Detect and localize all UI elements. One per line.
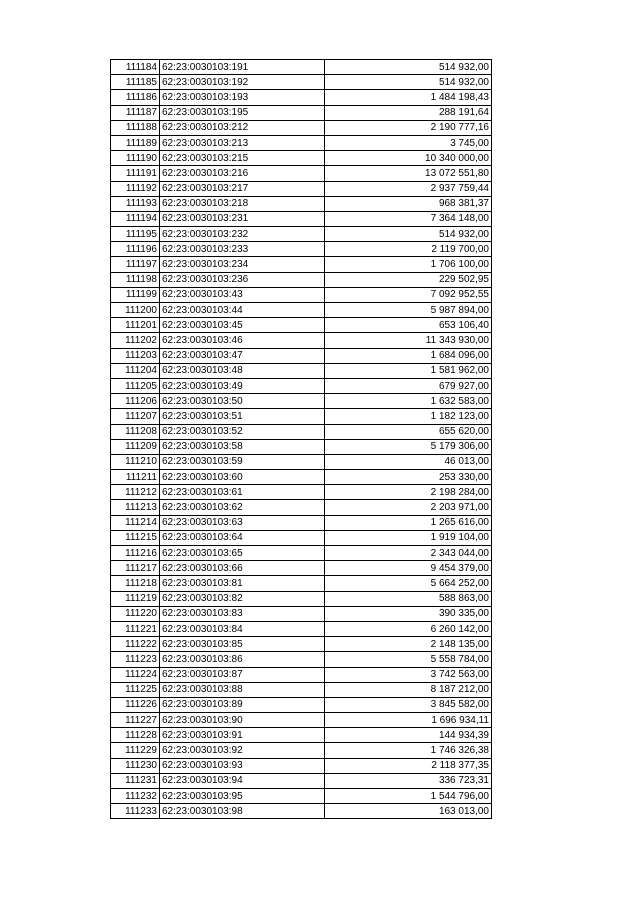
row-id-cell: 111202 bbox=[111, 333, 160, 348]
row-id-cell: 111233 bbox=[111, 804, 160, 819]
cadastral-number-cell: 62:23:0030103:64 bbox=[160, 530, 325, 545]
cadastral-value-cell: 288 191,64 bbox=[325, 105, 492, 120]
cadastral-number-cell: 62:23:0030103:82 bbox=[160, 591, 325, 606]
row-id-cell: 111187 bbox=[111, 105, 160, 120]
cadastral-value-cell: 2 198 284,00 bbox=[325, 485, 492, 500]
cadastral-value-cell: 390 335,00 bbox=[325, 606, 492, 621]
cadastral-number-cell: 62:23:0030103:92 bbox=[160, 743, 325, 758]
cadastral-value-cell: 5 558 784,00 bbox=[325, 652, 492, 667]
table-row bbox=[111, 242, 492, 257]
cadastral-number-cell: 62:23:0030103:195 bbox=[160, 105, 325, 120]
cadastral-number-cell: 62:23:0030103:85 bbox=[160, 637, 325, 652]
row-id-cell: 111221 bbox=[111, 621, 160, 636]
table-row bbox=[111, 348, 492, 363]
cadastral-number-cell: 62:23:0030103:234 bbox=[160, 257, 325, 272]
row-id-cell: 111213 bbox=[111, 500, 160, 515]
table-row bbox=[111, 439, 492, 454]
row-id-cell: 111193 bbox=[111, 196, 160, 211]
cadastral-value-cell: 1 684 096,00 bbox=[325, 348, 492, 363]
cadastral-number-cell: 62:23:0030103:236 bbox=[160, 272, 325, 287]
cadastral-value-cell: 5 664 252,00 bbox=[325, 576, 492, 591]
cadastral-value-cell: 1 706 100,00 bbox=[325, 257, 492, 272]
row-id-cell: 111211 bbox=[111, 470, 160, 485]
table-row bbox=[111, 90, 492, 105]
row-id-cell: 111216 bbox=[111, 546, 160, 561]
cadastral-value-cell: 2 203 971,00 bbox=[325, 500, 492, 515]
cadastral-number-cell: 62:23:0030103:216 bbox=[160, 166, 325, 181]
cadastral-value-cell: 2 190 777,16 bbox=[325, 120, 492, 135]
cadastral-number-cell: 62:23:0030103:93 bbox=[160, 758, 325, 773]
cadastral-value-cell: 7 092 952,55 bbox=[325, 287, 492, 302]
cadastral-number-cell: 62:23:0030103:58 bbox=[160, 439, 325, 454]
cadastral-value-cell: 514 932,00 bbox=[325, 60, 492, 75]
table-row bbox=[111, 166, 492, 181]
table-row bbox=[111, 652, 492, 667]
row-id-cell: 111217 bbox=[111, 561, 160, 576]
row-id-cell: 111191 bbox=[111, 166, 160, 181]
table-row bbox=[111, 363, 492, 378]
row-id-cell: 111230 bbox=[111, 758, 160, 773]
row-id-cell: 111225 bbox=[111, 682, 160, 697]
table-row bbox=[111, 713, 492, 728]
cadastral-value-cell: 679 927,00 bbox=[325, 378, 492, 393]
table-row bbox=[111, 257, 492, 272]
cadastral-number-cell: 62:23:0030103:60 bbox=[160, 470, 325, 485]
cadastral-number-cell: 62:23:0030103:45 bbox=[160, 318, 325, 333]
cadastral-number-cell: 62:23:0030103:193 bbox=[160, 90, 325, 105]
row-id-cell: 111200 bbox=[111, 303, 160, 318]
row-id-cell: 111194 bbox=[111, 211, 160, 226]
table-row bbox=[111, 318, 492, 333]
cadastral-number-cell: 62:23:0030103:62 bbox=[160, 500, 325, 515]
cadastral-number-cell: 62:23:0030103:217 bbox=[160, 181, 325, 196]
cadastral-number-cell: 62:23:0030103:43 bbox=[160, 287, 325, 302]
cadastral-value-cell: 655 620,00 bbox=[325, 424, 492, 439]
cadastral-number-cell: 62:23:0030103:66 bbox=[160, 561, 325, 576]
cadastral-value-cell: 11 343 930,00 bbox=[325, 333, 492, 348]
row-id-cell: 111201 bbox=[111, 318, 160, 333]
cadastral-number-cell: 62:23:0030103:47 bbox=[160, 348, 325, 363]
row-id-cell: 111209 bbox=[111, 439, 160, 454]
row-id-cell: 111210 bbox=[111, 454, 160, 469]
row-id-cell: 111207 bbox=[111, 409, 160, 424]
table-row bbox=[111, 287, 492, 302]
table-row bbox=[111, 303, 492, 318]
cadastral-number-cell: 62:23:0030103:65 bbox=[160, 546, 325, 561]
cadastral-value-cell: 3 845 582,00 bbox=[325, 697, 492, 712]
cadastral-value-cell: 13 072 551,80 bbox=[325, 166, 492, 181]
cadastral-value-cell: 1 182 123,00 bbox=[325, 409, 492, 424]
row-id-cell: 111232 bbox=[111, 789, 160, 804]
cadastral-value-cell: 2 937 759,44 bbox=[325, 181, 492, 196]
table-row bbox=[111, 454, 492, 469]
row-id-cell: 111231 bbox=[111, 773, 160, 788]
table-row bbox=[111, 682, 492, 697]
table-row bbox=[111, 576, 492, 591]
cadastral-value-cell: 3 742 563,00 bbox=[325, 667, 492, 682]
table-row bbox=[111, 105, 492, 120]
cadastral-number-cell: 62:23:0030103:213 bbox=[160, 135, 325, 150]
cadastral-value-cell: 1 265 616,00 bbox=[325, 515, 492, 530]
cadastral-number-cell: 62:23:0030103:91 bbox=[160, 728, 325, 743]
cadastral-value-cell: 253 330,00 bbox=[325, 470, 492, 485]
row-id-cell: 111222 bbox=[111, 637, 160, 652]
cadastral-number-cell: 62:23:0030103:48 bbox=[160, 363, 325, 378]
table-row bbox=[111, 196, 492, 211]
table-row bbox=[111, 485, 492, 500]
table-row bbox=[111, 789, 492, 804]
cadastral-value-cell: 46 013,00 bbox=[325, 454, 492, 469]
table-row bbox=[111, 394, 492, 409]
row-id-cell: 111229 bbox=[111, 743, 160, 758]
cadastral-value-cell: 2 148 135,00 bbox=[325, 637, 492, 652]
row-id-cell: 111214 bbox=[111, 515, 160, 530]
cadastral-number-cell: 62:23:0030103:59 bbox=[160, 454, 325, 469]
cadastral-value-cell: 1 632 583,00 bbox=[325, 394, 492, 409]
cadastral-number-cell: 62:23:0030103:212 bbox=[160, 120, 325, 135]
table-row bbox=[111, 409, 492, 424]
cadastral-number-cell: 62:23:0030103:61 bbox=[160, 485, 325, 500]
cadastral-value-cell: 1 544 796,00 bbox=[325, 789, 492, 804]
table-row bbox=[111, 804, 492, 819]
cadastral-value-cell: 3 745,00 bbox=[325, 135, 492, 150]
cadastral-number-cell: 62:23:0030103:86 bbox=[160, 652, 325, 667]
cadastral-number-cell: 62:23:0030103:46 bbox=[160, 333, 325, 348]
table-row bbox=[111, 333, 492, 348]
table-row bbox=[111, 120, 492, 135]
table-row bbox=[111, 637, 492, 652]
row-id-cell: 111186 bbox=[111, 90, 160, 105]
cadastral-number-cell: 62:23:0030103:95 bbox=[160, 789, 325, 804]
cadastral-number-cell: 62:23:0030103:49 bbox=[160, 378, 325, 393]
table-row bbox=[111, 697, 492, 712]
row-id-cell: 111199 bbox=[111, 287, 160, 302]
row-id-cell: 111189 bbox=[111, 135, 160, 150]
cadastral-number-cell: 62:23:0030103:52 bbox=[160, 424, 325, 439]
table-row bbox=[111, 500, 492, 515]
row-id-cell: 111227 bbox=[111, 713, 160, 728]
row-id-cell: 111198 bbox=[111, 272, 160, 287]
table-row bbox=[111, 530, 492, 545]
cadastral-number-cell: 62:23:0030103:218 bbox=[160, 196, 325, 211]
table-row bbox=[111, 135, 492, 150]
cadastral-value-cell: 7 364 148,00 bbox=[325, 211, 492, 226]
cadastral-number-cell: 62:23:0030103:232 bbox=[160, 227, 325, 242]
cadastral-number-cell: 62:23:0030103:90 bbox=[160, 713, 325, 728]
row-id-cell: 111185 bbox=[111, 75, 160, 90]
cadastral-number-cell: 62:23:0030103:89 bbox=[160, 697, 325, 712]
table-row bbox=[111, 743, 492, 758]
cadastral-value-cell: 6 260 142,00 bbox=[325, 621, 492, 636]
row-id-cell: 111192 bbox=[111, 181, 160, 196]
row-id-cell: 111196 bbox=[111, 242, 160, 257]
table-row bbox=[111, 758, 492, 773]
cadastral-value-cell: 144 934,39 bbox=[325, 728, 492, 743]
table-row bbox=[111, 621, 492, 636]
row-id-cell: 111212 bbox=[111, 485, 160, 500]
table-row bbox=[111, 728, 492, 743]
cadastral-number-cell: 62:23:0030103:87 bbox=[160, 667, 325, 682]
table-row bbox=[111, 227, 492, 242]
cadastral-number-cell: 62:23:0030103:83 bbox=[160, 606, 325, 621]
table-row bbox=[111, 667, 492, 682]
cadastral-value-cell: 336 723,31 bbox=[325, 773, 492, 788]
cadastral-value-cell: 588 863,00 bbox=[325, 591, 492, 606]
row-id-cell: 111205 bbox=[111, 378, 160, 393]
table-row bbox=[111, 515, 492, 530]
cadastral-number-cell: 62:23:0030103:81 bbox=[160, 576, 325, 591]
row-id-cell: 111215 bbox=[111, 530, 160, 545]
cadastral-value-cell: 9 454 379,00 bbox=[325, 561, 492, 576]
table-row bbox=[111, 151, 492, 166]
cadastral-value-cell: 653 106,40 bbox=[325, 318, 492, 333]
table-row bbox=[111, 561, 492, 576]
cadastral-number-cell: 62:23:0030103:88 bbox=[160, 682, 325, 697]
cadastral-value-cell: 514 932,00 bbox=[325, 227, 492, 242]
table-row bbox=[111, 470, 492, 485]
row-id-cell: 111226 bbox=[111, 697, 160, 712]
cadastral-number-cell: 62:23:0030103:98 bbox=[160, 804, 325, 819]
table-row bbox=[111, 181, 492, 196]
cadastral-number-cell: 62:23:0030103:84 bbox=[160, 621, 325, 636]
cadastral-value-cell: 1 581 962,00 bbox=[325, 363, 492, 378]
cadastral-number-cell: 62:23:0030103:215 bbox=[160, 151, 325, 166]
cadastral-value-cell: 514 932,00 bbox=[325, 75, 492, 90]
row-id-cell: 111218 bbox=[111, 576, 160, 591]
cadastral-number-cell: 62:23:0030103:44 bbox=[160, 303, 325, 318]
cadastral-number-cell: 62:23:0030103:191 bbox=[160, 60, 325, 75]
row-id-cell: 111224 bbox=[111, 667, 160, 682]
cadastral-value-cell: 1 484 198,43 bbox=[325, 90, 492, 105]
cadastral-number-cell: 62:23:0030103:50 bbox=[160, 394, 325, 409]
table-row bbox=[111, 211, 492, 226]
table-row bbox=[111, 424, 492, 439]
row-id-cell: 111208 bbox=[111, 424, 160, 439]
row-id-cell: 111188 bbox=[111, 120, 160, 135]
row-id-cell: 111219 bbox=[111, 591, 160, 606]
row-id-cell: 111228 bbox=[111, 728, 160, 743]
table-row bbox=[111, 773, 492, 788]
cadastral-value-cell: 968 381,37 bbox=[325, 196, 492, 211]
cadastral-value-cell: 5 179 306,00 bbox=[325, 439, 492, 454]
table-row bbox=[111, 546, 492, 561]
row-id-cell: 111206 bbox=[111, 394, 160, 409]
row-id-cell: 111220 bbox=[111, 606, 160, 621]
cadastral-number-cell: 62:23:0030103:192 bbox=[160, 75, 325, 90]
row-id-cell: 111190 bbox=[111, 151, 160, 166]
row-id-cell: 111204 bbox=[111, 363, 160, 378]
row-id-cell: 111223 bbox=[111, 652, 160, 667]
row-id-cell: 111197 bbox=[111, 257, 160, 272]
cadastral-number-cell: 62:23:0030103:231 bbox=[160, 211, 325, 226]
cadastral-value-cell: 163 013,00 bbox=[325, 804, 492, 819]
cadastral-value-cell: 1 919 104,00 bbox=[325, 530, 492, 545]
row-id-cell: 111195 bbox=[111, 227, 160, 242]
row-id-cell: 111203 bbox=[111, 348, 160, 363]
row-id-cell: 111184 bbox=[111, 60, 160, 75]
cadastral-value-cell: 10 340 000,00 bbox=[325, 151, 492, 166]
cadastral-value-cell: 5 987 894,00 bbox=[325, 303, 492, 318]
table-row bbox=[111, 60, 492, 75]
table-row bbox=[111, 606, 492, 621]
cadastral-value-cell: 2 343 044,00 bbox=[325, 546, 492, 561]
cadastral-number-cell: 62:23:0030103:63 bbox=[160, 515, 325, 530]
cadastral-value-cell: 2 118 377,35 bbox=[325, 758, 492, 773]
cadastral-value-cell: 1 696 934,11 bbox=[325, 713, 492, 728]
cadastral-value-cell: 229 502,95 bbox=[325, 272, 492, 287]
cadastral-value-table bbox=[110, 59, 492, 819]
table-row bbox=[111, 272, 492, 287]
table-body bbox=[111, 60, 492, 819]
table-row bbox=[111, 378, 492, 393]
cadastral-value-cell: 8 187 212,00 bbox=[325, 682, 492, 697]
cadastral-number-cell: 62:23:0030103:233 bbox=[160, 242, 325, 257]
cadastral-value-cell: 2 119 700,00 bbox=[325, 242, 492, 257]
table-row bbox=[111, 591, 492, 606]
cadastral-value-cell: 1 746 326,38 bbox=[325, 743, 492, 758]
cadastral-number-cell: 62:23:0030103:51 bbox=[160, 409, 325, 424]
table-row bbox=[111, 75, 492, 90]
cadastral-number-cell: 62:23:0030103:94 bbox=[160, 773, 325, 788]
